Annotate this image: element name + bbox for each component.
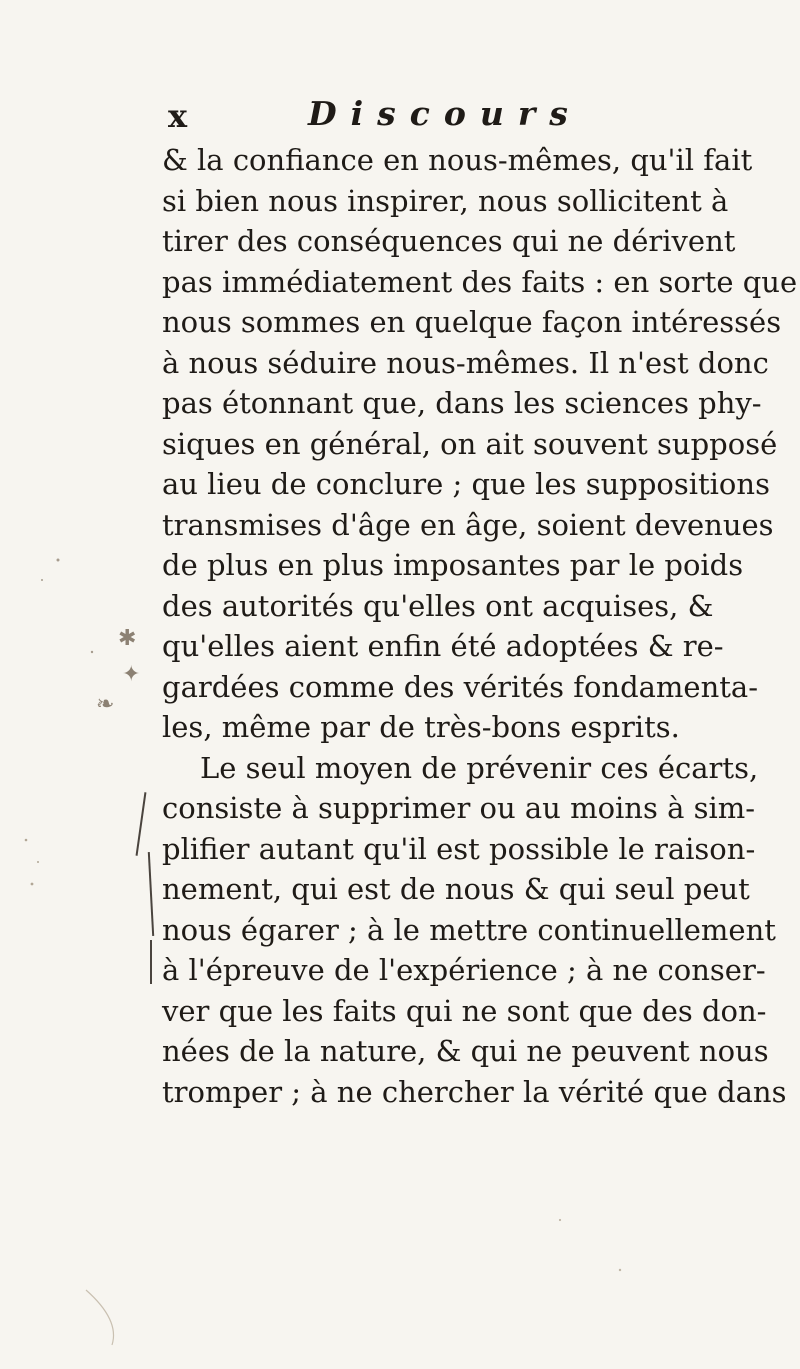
running-head xyxy=(168,96,678,138)
text-line: plifier autant qu'il est possible le raison- xyxy=(162,831,756,866)
text-line: des autorités qu'elles ont acquises, & xyxy=(162,588,714,623)
text-line: siques en général, on ait souvent supposé xyxy=(162,426,778,461)
text-line: tromper ; à ne chercher la vérité que dans xyxy=(162,1074,787,1109)
margin-ink-mark: ✱ xyxy=(118,626,137,651)
text-line: transmises d'âge en âge, soient devenues xyxy=(162,507,774,542)
body-text xyxy=(162,140,798,1112)
page-number: x xyxy=(168,97,189,135)
text-line: de plus en plus imposantes par le poids xyxy=(162,548,744,582)
text-line: qu'elles aient enfin été adoptées & re- xyxy=(162,629,724,663)
running-title: Discours xyxy=(308,94,582,133)
text-line: nement, qui est de nous & qui seul peut xyxy=(162,872,750,906)
text-line: tirer des conséquences qui ne dérivent xyxy=(162,224,736,258)
text-line: si bien nous inspirer, nous sollicitent à xyxy=(162,183,729,218)
text-line: & la confiance en nous-mêmes, qu'il fait xyxy=(162,143,753,177)
margin-pencil-line xyxy=(148,852,154,936)
margin-ink-mark: ❧ xyxy=(96,692,115,717)
text-line: à l'épreuve de l'expérience ; à ne conser- xyxy=(162,953,766,987)
text-line: les, même par de très-bons esprits. xyxy=(162,710,680,744)
text-line: nées de la nature, & qui ne peuvent nous xyxy=(162,1034,769,1068)
paragraph-start-line: Le seul moyen de prévenir ces écarts, xyxy=(200,750,759,785)
text-line: pas immédiatement des faits : en sorte que xyxy=(162,264,798,299)
text-line: nous sommes en quelque façon intéressés xyxy=(162,305,782,339)
text-line: pas étonnant que, dans les sciences phy- xyxy=(162,386,762,420)
text-line: ver que les faits qui ne sont que des don- xyxy=(162,993,767,1028)
text-line: consiste à supprimer ou au moins à sim- xyxy=(162,791,756,825)
text-line: à nous séduire nous-mêmes. Il n'est donc xyxy=(162,345,769,380)
margin-pencil-line xyxy=(150,940,152,984)
text-line: nous égarer ; à le mettre continuellement xyxy=(162,912,776,947)
text-line: au lieu de conclure ; que les suppositions xyxy=(162,467,770,501)
margin-ink-mark: ✦ xyxy=(122,662,141,687)
margin-pencil-line xyxy=(136,792,147,856)
text-line: gardées comme des vérités fondamenta- xyxy=(162,669,759,704)
